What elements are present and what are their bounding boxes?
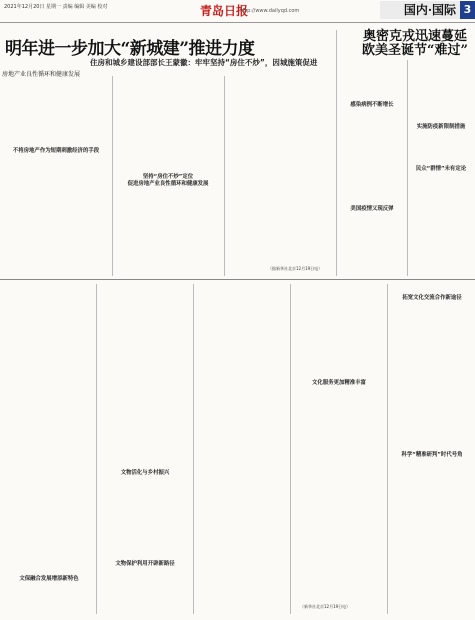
divider bbox=[336, 30, 337, 276]
main-sub-1: 不将房地产作为短期刺激经济的手段 bbox=[12, 148, 100, 154]
article-signature: （据新华社北京12月19日电） bbox=[268, 266, 323, 271]
divider bbox=[96, 284, 97, 614]
lower-column-3 bbox=[197, 284, 287, 614]
lower-sub-5: 文化服务更加精准丰富 bbox=[312, 380, 366, 386]
right-column-1 bbox=[340, 60, 404, 275]
lower-column-4 bbox=[294, 284, 384, 614]
main-subhead: 住房和城乡建设部部长王蒙徽：牢牢坚持“房住不炒”，因城施策促进 bbox=[90, 58, 318, 67]
divider bbox=[387, 284, 388, 614]
header-url[interactable]: http://www.dailyqd.com bbox=[240, 8, 300, 14]
lower-column-1 bbox=[4, 284, 94, 614]
main-sub-2: 坚持“房住不炒”定位 促进房地产业良性循环和健康发展 bbox=[127, 174, 209, 187]
right-sub-1: 感染病例不断增长 bbox=[350, 102, 394, 108]
divider bbox=[112, 76, 113, 276]
lower-sub-3: 科学“精准研判”时代号角 bbox=[401, 452, 463, 458]
divider bbox=[224, 76, 225, 276]
lower-sub-6: 拓宽文化交流合作新途径 bbox=[402, 295, 462, 301]
right-sub-2: 实施防疫新限制措施 bbox=[416, 124, 466, 130]
lower-column-5 bbox=[391, 284, 471, 614]
header-date-info: 2021年12月20日 星期一 责编 编辑 美编 校对 bbox=[4, 4, 108, 10]
right-sub-4: 民众“群情”未有定论 bbox=[415, 166, 467, 172]
divider bbox=[407, 60, 408, 276]
right-sub-3: 美国疫情又现反弹 bbox=[350, 206, 394, 212]
section-tag: 国内·国际 bbox=[380, 1, 460, 19]
main-subhead-2: 房地产业良性循环和健康发展 bbox=[2, 71, 81, 78]
divider bbox=[193, 284, 194, 614]
main-headline: 明年进一步加大“新城建”推进力度 bbox=[5, 39, 255, 59]
divider bbox=[290, 284, 291, 614]
section-divider bbox=[0, 279, 475, 280]
article-column-1 bbox=[4, 78, 108, 273]
lower-sub-2: 文物活化与乡村振兴 bbox=[120, 470, 170, 476]
lower-signature: （新华社北京12月19日电） bbox=[300, 604, 351, 609]
page-number: 3 bbox=[460, 1, 475, 19]
right-headline: 奥密克戎迅速蔓延 欧美圣诞节“难过” bbox=[362, 29, 468, 58]
newspaper-logo: 青岛日报 bbox=[200, 4, 249, 18]
article-column-3 bbox=[228, 78, 332, 273]
lower-sub-1: 文保融合发展增添新特色 bbox=[19, 576, 79, 582]
lower-sub-4: 文物保护利用开辟新路径 bbox=[115, 561, 175, 567]
